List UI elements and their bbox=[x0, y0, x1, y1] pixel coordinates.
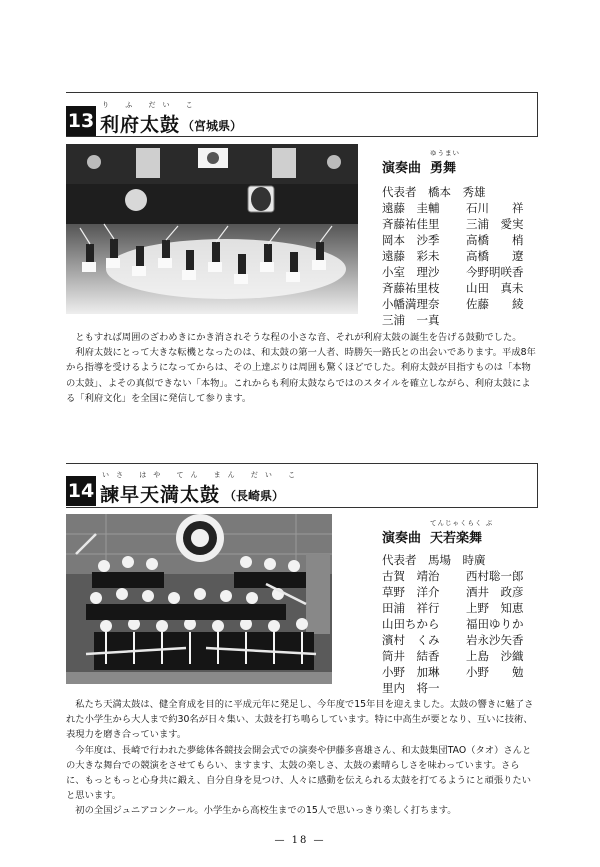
member-name: 小幡満理奈 bbox=[382, 297, 440, 311]
section-13-representative: 代表者 橋本 秀雄 bbox=[382, 185, 486, 199]
section-13-description bbox=[66, 330, 538, 406]
member-name: 上野 知恵 bbox=[466, 601, 524, 615]
member-name: 筒井 結香 bbox=[382, 649, 440, 663]
section-13-piece-ruby: ゆうまい bbox=[430, 149, 460, 157]
member-name: 上島 沙織 bbox=[466, 649, 524, 663]
section-14-top-rule bbox=[66, 463, 538, 464]
member-name: 里内 将一 bbox=[382, 681, 440, 695]
member-name: 小室 理沙 bbox=[382, 265, 440, 279]
section-13-paragraph: ともすれば周囲のざわめきにかき消されそうな程の小さな音、それが利府太鼓の誕生を告げる鼓動でした。 bbox=[75, 332, 522, 343]
member-name: 福田ゆりか bbox=[466, 617, 524, 631]
section-13-top-rule bbox=[66, 92, 538, 93]
member-name: 酒井 政彦 bbox=[466, 585, 524, 599]
section-14-paragraph: 私たち天満太鼓は、健全育成を目的に平成元年に発足し、今年度で15年目を迎えました。太鼓の響きに魅了された小学生から大人まで約30名が日々集い、太鼓を打ち鳴らしています。特に中高生が要となり、互いに技術、表現力を磨き合っています。 bbox=[66, 699, 534, 741]
section-13-photo bbox=[66, 144, 358, 314]
member-name: 遠藤 圭輔 bbox=[382, 201, 440, 215]
member-name: 小野 加琳 bbox=[382, 665, 440, 679]
section-14-title: 諫早天満太鼓 bbox=[100, 484, 221, 506]
section-14-representative: 代表者 馬場 時廣 bbox=[382, 553, 486, 567]
member-name: 高橋 梢 bbox=[466, 233, 524, 247]
section-13-title: 利府太鼓 bbox=[100, 114, 181, 136]
page-number: — 18 — bbox=[274, 835, 326, 846]
section-14-paragraph: 今年度は、長崎で行われた夢総体各競技会開会式での演奏や伊藤多喜雄さん、和太鼓集団TAO（タオ）さんとの大きな舞台での競演をさせてもらい、ますます、太鼓の楽しさ、太鼓の素晴らしさを味わっています。さらに、もっともっと心身共に鍛え、自分自身を見つけ、人々に感動を伝えられる太鼓を打てるようにと頑張りたいと思います。 bbox=[66, 744, 532, 802]
section-14-corner-rule bbox=[537, 463, 538, 508]
section-13-paragraph: 利府太鼓にとって大きな転機となったのは、和太鼓の第一人者、時勝矢一路氏との出会いであります。平成8年から指導を受けるようになってからは、その上達ぶりは周囲も驚くほどでした。利府太鼓が目指すものは「本物の太鼓」、よその真似できない「本物」。これからも利府太鼓ならではのスタイルを確立しながら、利府太鼓による「利府文化」を全国に発信して参ります。 bbox=[66, 347, 536, 404]
section-13-piece-label: 演奏曲 bbox=[382, 161, 422, 176]
section-14-piece-name: 天若楽舞 bbox=[430, 531, 483, 546]
member-name: 山田ちから bbox=[382, 617, 440, 631]
member-name: 遠藤 彩未 bbox=[382, 249, 440, 263]
member-name: 岩永沙矢香 bbox=[466, 633, 524, 647]
section-13-corner-rule bbox=[537, 92, 538, 136]
member-name: 高橋 遼 bbox=[466, 249, 524, 263]
member-name: 石川 祥 bbox=[466, 201, 524, 215]
section-13-number: 13 bbox=[66, 106, 96, 136]
section-14-piece-label: 演奏曲 bbox=[382, 531, 422, 546]
section-14-photo bbox=[66, 514, 332, 684]
member-name: 斉藤祐里枝 bbox=[382, 281, 440, 295]
section-13-prefecture: （宮城県） bbox=[182, 119, 243, 133]
taiko-performance-stage-image bbox=[66, 144, 358, 314]
member-name: 岡本 沙季 bbox=[382, 233, 440, 247]
member-name: 田浦 祥行 bbox=[382, 601, 440, 615]
section-14-prefecture: （長崎県） bbox=[224, 489, 285, 503]
group-photo-image bbox=[66, 514, 332, 684]
member-name: 今野明咲香 bbox=[466, 265, 524, 279]
section-14-paragraph: 初の全国ジュニアコンクール。小学生から高校生までの15人で思いっきり楽しく打ちます。 bbox=[75, 805, 457, 817]
member-name: 三浦 一真 bbox=[382, 313, 440, 327]
member-name: 斉藤祐佳里 bbox=[382, 217, 440, 231]
member-name: 山田 真未 bbox=[466, 281, 524, 295]
section-14-title-underline bbox=[66, 507, 538, 508]
section-14-title-ruby: いさ はや てん まん だい こ bbox=[102, 471, 303, 479]
member-name: 西村聡一郎 bbox=[466, 569, 524, 583]
member-name: 古賀 靖治 bbox=[382, 569, 440, 583]
section-13-piece-name: 勇舞 bbox=[430, 161, 457, 176]
member-name: 草野 洋介 bbox=[382, 585, 440, 599]
section-14-number: 14 bbox=[66, 476, 96, 506]
section-14-piece-ruby: てんじゃくらく ぶ bbox=[430, 519, 494, 527]
member-name: 濱村 くみ bbox=[382, 633, 440, 647]
member-name: 小野 勉 bbox=[466, 665, 524, 679]
section-14-description bbox=[66, 697, 538, 819]
section-13-title-ruby: り ふ だい こ bbox=[102, 101, 200, 109]
member-name: 三浦 愛実 bbox=[466, 217, 524, 231]
member-name: 佐藤 綾 bbox=[466, 297, 524, 311]
section-13-title-underline bbox=[66, 136, 538, 137]
